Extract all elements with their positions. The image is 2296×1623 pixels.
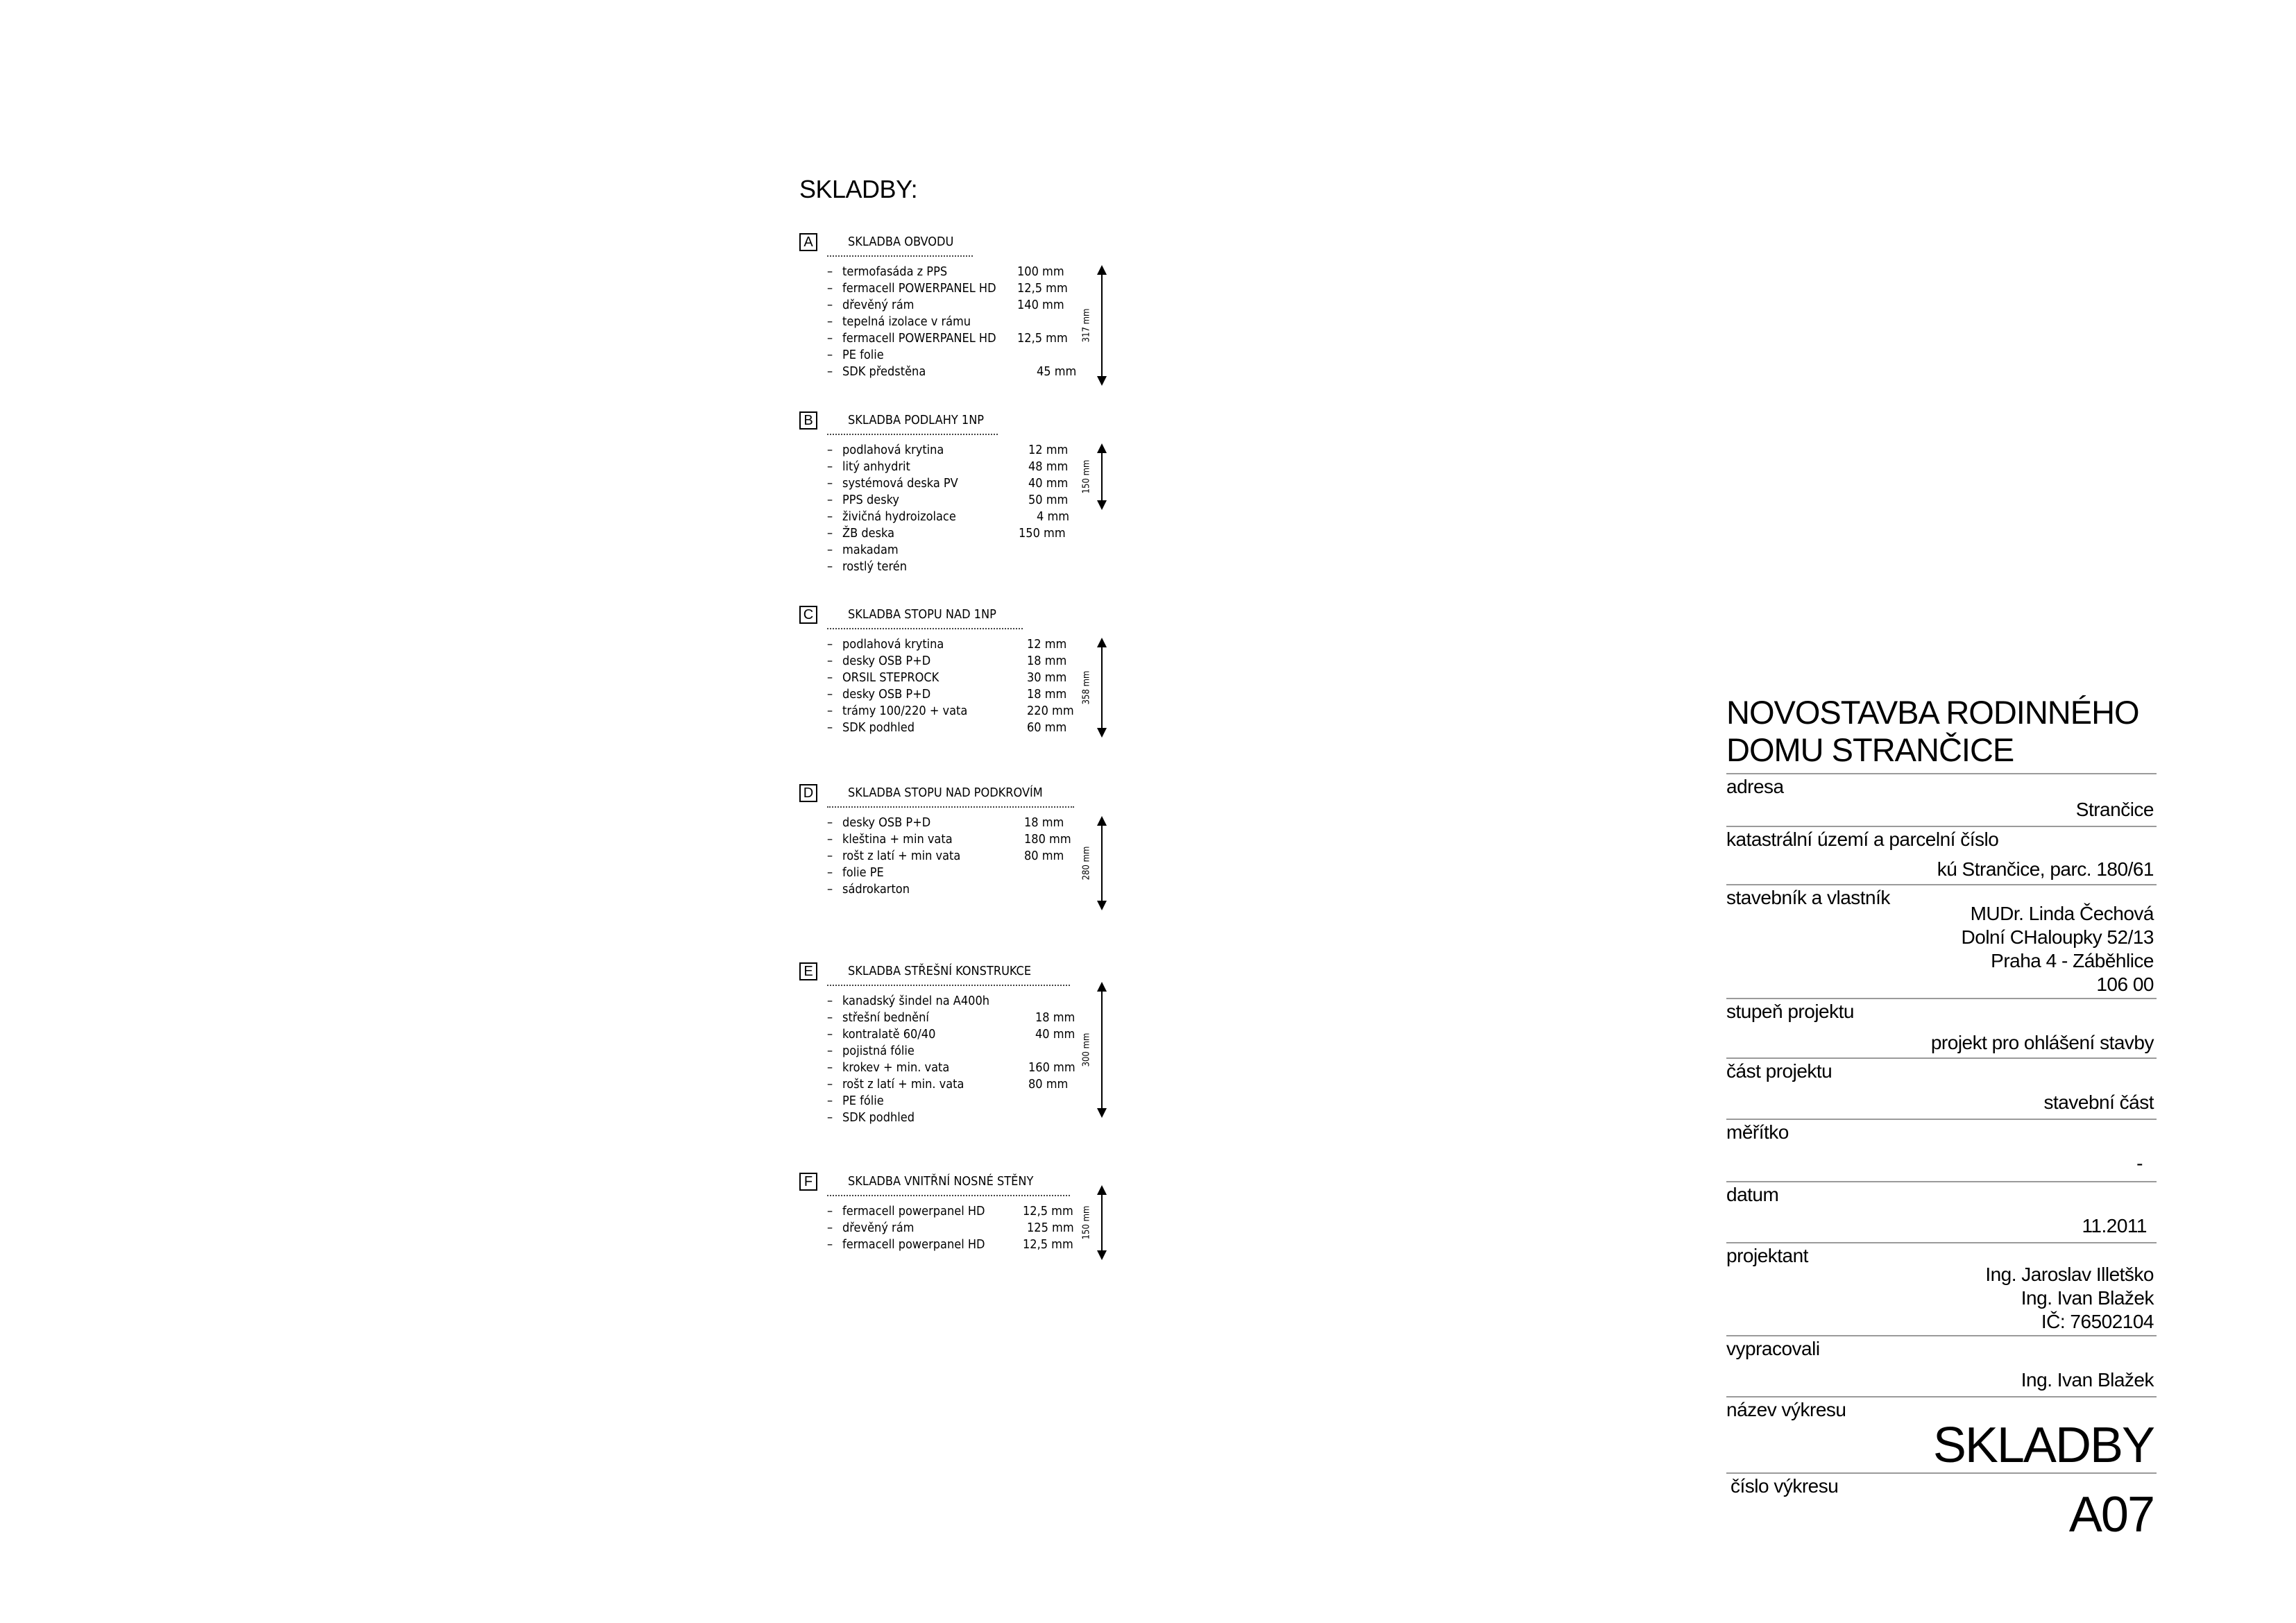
field-label: katastrální území a parcelní číslo bbox=[1726, 829, 1999, 850]
field-meritko bbox=[1726, 1119, 2157, 1181]
field-value: Ing. Ivan Blažek bbox=[2021, 1369, 2154, 1391]
dimension-label: 317 mm bbox=[1081, 308, 1092, 343]
section-title-b: SKLADBA PODLAHY 1NP bbox=[848, 413, 985, 427]
field-cislo-vykresu bbox=[1726, 1472, 2157, 1542]
section-title-e: SKLADBA STŘEŠNÍ KONSTRUKCE bbox=[848, 964, 1032, 978]
dimension-label: 358 mm bbox=[1081, 670, 1092, 705]
field-projektant bbox=[1726, 1242, 2157, 1335]
field-adresa bbox=[1726, 773, 2157, 826]
field-value: Dolní CHaloupky 52/13 bbox=[1961, 926, 2154, 948]
section-underline bbox=[827, 806, 1074, 808]
field-value: Ing. Ivan Blažek bbox=[2021, 1287, 2154, 1309]
field-label: vypracovali bbox=[1726, 1338, 1820, 1359]
field-label: stupeň projektu bbox=[1726, 1001, 1854, 1022]
dimension-line-b bbox=[1081, 445, 1109, 509]
dimension-label: 300 mm bbox=[1081, 1033, 1092, 1067]
section-letter-d: D bbox=[799, 784, 817, 802]
field-value: IČ: 76502104 bbox=[2041, 1311, 2154, 1332]
field-label: adresa bbox=[1726, 776, 1784, 797]
section-letter-e: E bbox=[799, 962, 817, 980]
field-katastr bbox=[1726, 826, 2157, 884]
field-value: kú Strančice, parc. 180/61 bbox=[1937, 858, 2154, 880]
dimension-line-f bbox=[1081, 1187, 1109, 1259]
section-letter-b: B bbox=[799, 411, 817, 430]
project-title bbox=[1726, 694, 2157, 769]
dimension-label: 150 mm bbox=[1081, 1205, 1092, 1240]
section-letter-a: A bbox=[799, 233, 817, 251]
section-letter-f: F bbox=[799, 1173, 817, 1191]
section-title-a: SKLADBA OBVODU bbox=[848, 235, 954, 249]
drawing-number: A07 bbox=[2068, 1487, 2154, 1543]
field-label: datum bbox=[1726, 1184, 1779, 1205]
field-label: číslo výkresu bbox=[1730, 1475, 1839, 1497]
dimension-line-c bbox=[1081, 639, 1109, 736]
layer-compositions: A SKLADBA OBVODU – termofasáda z PPS 100 mm – fermacell POWERPANEL HD 12,5 mm – dřevěný rám 140 mm – tepelná izolace v rámu – fermacell POWERPANEL HD 12,5 mm – PE folie – SDK předstěna 45 mm 317 mm B SKLADBA PODLAHY 1NP – podlahová krytina 12 mm – litý anhydrit 48 mm – systémová deska PV 40 mm – PPS desky 50 mm – živičná hydroizolace 4 mm – ŽB deska 150 mm – makadam – rostlý terén 150 mm C SKLADBA STOPU NAD 1NP – podlahová krytina 12 mm – desky OSB P+D 18 mm – ORSIL STEPROCK 30 mm – desky OSB P+D 18 mm – trámy 100/220 + vata 220 mm – SDK podhled 60 mm 358 mm D SKLADBA STOPU NAD PODKROVÍM – desky OSB P+D 18 mm – kleština + min vata 180 mm – rošt z latí + min vata 80 mm – folie PE – sádrokarton 280 mm E SKLADBA STŘEŠNÍ KONSTRUKCE – kanadský šindel na A400h – střešní bednění 18 mm – kontralatě 60/40 40 mm – pojistná fólie – krokev + min. vata 160 mm – rošt z latí + min. vata 80 mm – PE fólie – SDK podhled 300 mm F SKLADBA VNITŘNÍ NOSNÉ STĚNY – fermacell powerpanel HD 12,5 mm – dřevěný rám 125 mm – fermacell powerpanel HD 12,5 mm 150 mm bbox=[0, 0, 2296, 1623]
title-block bbox=[1726, 694, 2157, 1542]
dimension-label: 280 mm bbox=[1081, 846, 1092, 881]
field-value: Strančice bbox=[2075, 799, 2154, 820]
field-label: název výkresu bbox=[1726, 1399, 1846, 1420]
field-stupen bbox=[1726, 998, 2157, 1057]
section-underline bbox=[827, 255, 973, 257]
field-label: měřítko bbox=[1726, 1121, 1789, 1143]
field-stavebnik bbox=[1726, 884, 2157, 998]
field-value: projekt pro ohlášení stavby bbox=[1930, 1032, 2154, 1053]
section-title-f: SKLADBA VNITŘNÍ NOSNÉ STĚNY bbox=[848, 1174, 1034, 1189]
field-value: Praha 4 - Záběhlice bbox=[1991, 950, 2154, 971]
field-value: MUDr. Linda Čechová bbox=[1970, 903, 2154, 924]
project-title-line1: NOVOSTAVBA RODINNÉHO bbox=[1726, 694, 2139, 731]
field-value: 106 00 bbox=[2096, 974, 2154, 995]
field-value: 11.2011 bbox=[2082, 1215, 2147, 1237]
field-datum bbox=[1726, 1181, 2157, 1242]
section-underline bbox=[827, 434, 998, 435]
field-label: stavebník a vlastník bbox=[1726, 887, 1890, 908]
section-title-d: SKLADBA STOPU NAD PODKROVÍM bbox=[848, 785, 1043, 800]
field-value: Ing. Jaroslav Illetško bbox=[1985, 1264, 2154, 1285]
section-underline bbox=[827, 985, 1070, 986]
dimension-label: 150 mm bbox=[1081, 459, 1092, 494]
project-title-line2: DOMU STRANČICE bbox=[1726, 731, 2014, 768]
section-title-c: SKLADBA STOPU NAD 1NP bbox=[848, 607, 996, 622]
drawing-name: SKLADBY bbox=[1932, 1418, 2154, 1473]
field-value: stavební část bbox=[2043, 1091, 2154, 1113]
page-heading: SKLADBY: bbox=[799, 175, 918, 203]
field-label: projektant bbox=[1726, 1245, 1808, 1266]
section-underline bbox=[827, 1195, 1070, 1196]
field-vypracovali bbox=[1726, 1335, 2157, 1396]
field-label: část projektu bbox=[1726, 1060, 1832, 1082]
dimension-line-e bbox=[1081, 983, 1109, 1116]
field-nazev-vykresu bbox=[1726, 1396, 2157, 1472]
dimension-line-a bbox=[1081, 266, 1109, 384]
section-underline bbox=[827, 628, 1023, 629]
field-value: - bbox=[2136, 1153, 2143, 1174]
dimension-line-d bbox=[1081, 817, 1109, 909]
section-letter-c: C bbox=[799, 606, 817, 624]
field-cast bbox=[1726, 1057, 2157, 1119]
